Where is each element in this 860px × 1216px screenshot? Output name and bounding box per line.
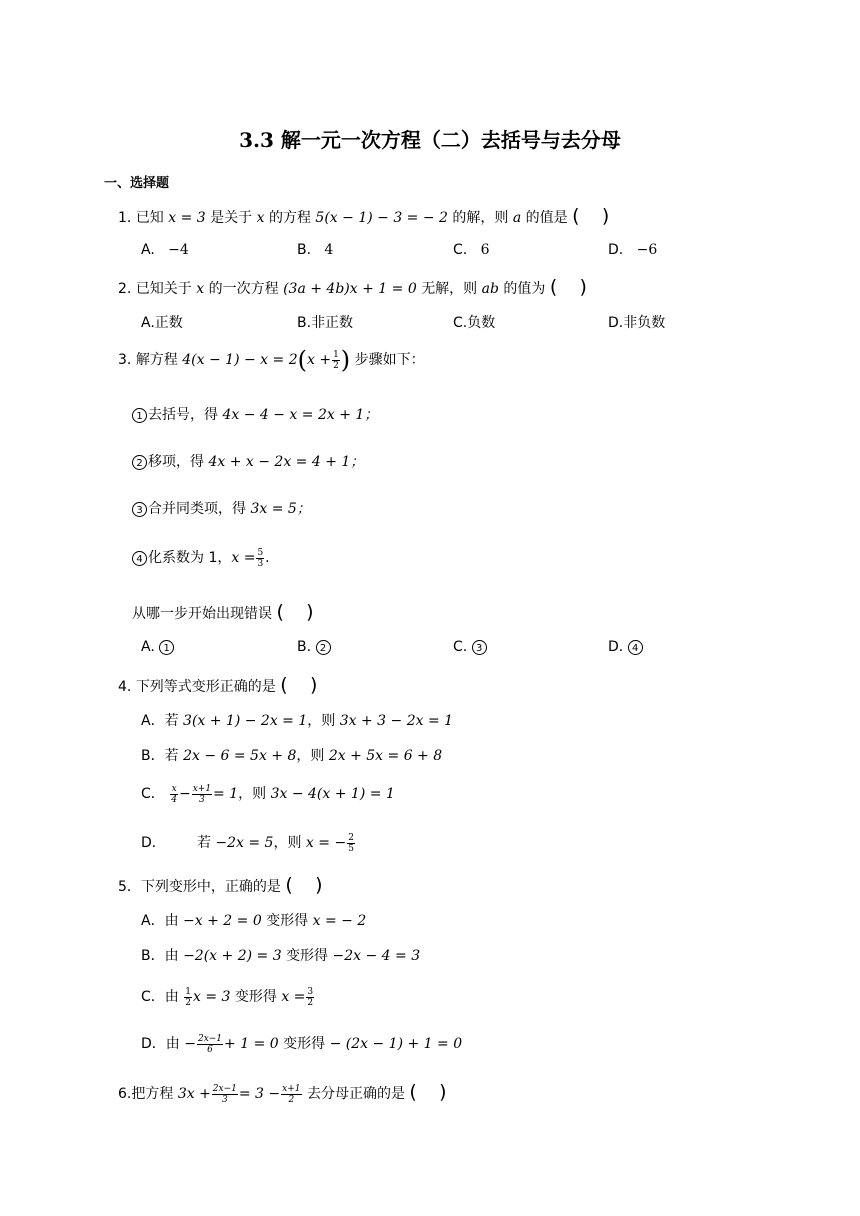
q1-text: 的解，则 — [452, 210, 509, 226]
q1-variable: x — [256, 210, 265, 226]
q4-number: 4. — [118, 679, 132, 695]
q3-number: 3. — [118, 352, 132, 368]
q3-step-1: 1 去括号，得 4x − 4 − x = 2x + 1； — [132, 404, 378, 424]
q3-text: 解方程 — [135, 352, 178, 368]
q3-question: 从哪一步开始出现错误 ( ) — [132, 601, 314, 623]
q6-text: 去分母正确的是 — [306, 1086, 405, 1102]
q2-option-d: D.非负数 — [608, 315, 666, 331]
q1-equation: x = 3 — [168, 210, 206, 226]
q3-step-3: 3 合并同类项，得 3x = 5； — [132, 498, 311, 518]
q3-paren: ) — [340, 346, 351, 374]
answer-paren-close: ) — [306, 601, 314, 623]
q1-option-d: D. −6 — [608, 242, 658, 258]
q1-number: 1. — [118, 210, 132, 226]
q2-number: 2. — [118, 281, 132, 297]
q3-fraction: $\frac{1}{2}$ — [333, 349, 339, 371]
question-4 — [118, 674, 317, 696]
question-2 — [118, 276, 587, 298]
q2-equation: (3a + 4b)x + 1 = 0 — [283, 281, 417, 297]
answer-paren-close: ) — [601, 205, 610, 227]
answer-paren-close: ) — [439, 1081, 447, 1103]
q5-option-a: A．由 −x + 2 = 0 变形得 x = − 2 — [141, 913, 367, 929]
q5-text: 下列变形中，正确的是 — [140, 879, 281, 895]
q3-paren: ( — [297, 346, 307, 374]
q3-step-4: 4 化系数为 1，x = $\frac{5}{3}$ . — [132, 547, 270, 569]
q4-option-a: A．若 3(x + 1) − 2x = 1，则 3x + 3 − 2x = 1 — [141, 713, 454, 729]
q4-option-b: B．若 2x − 6 = 5x + 8，则 2x + 5x = 6 + 8 — [141, 748, 443, 764]
q1-text: 是关于 — [210, 210, 253, 226]
q1-option-a: A. −4 — [141, 242, 189, 258]
q6-text: 把方程 — [131, 1086, 174, 1102]
q2-option-a: A.正数 — [141, 315, 183, 331]
q4-option-d: D． 若 −2x = 5，则 x = − $\frac{2}{5}$ — [141, 832, 354, 854]
q5-option-b: B．由 −2(x + 2) = 3 变形得 −2x − 4 = 3 — [141, 948, 421, 964]
answer-paren-open: ( — [276, 601, 284, 623]
answer-paren-open: ( — [409, 1081, 417, 1103]
page-title: 3.3 解一元一次方程（二）去括号与去分母 — [239, 128, 621, 152]
q5-option-c: C．由 $\frac{1}{2}$ x = 3 变形得 x = $\frac{3}{2}$ — [141, 986, 314, 1008]
question-5 — [118, 874, 322, 896]
q6-equation: = 3 − — [238, 1086, 281, 1102]
q3-equation: 4(x − 1) − x = 2 — [182, 352, 298, 368]
q2-option-b: B.非正数 — [297, 315, 354, 331]
answer-paren-open: ( — [549, 276, 558, 298]
q2-option-c: C.负数 — [453, 315, 496, 331]
q2-text: 无解，则 — [421, 281, 478, 297]
q1-text: 的方程 — [268, 210, 311, 226]
q5-number: 5． — [118, 879, 141, 895]
answer-paren-open: ( — [285, 874, 293, 896]
q4-option-c: C． $\frac{x}{4}$ − $\frac{x+1}{3}$ = 1，则 3x − 4(x + 1) = 1 — [141, 783, 395, 805]
q1-equation: 5(x − 1) − 3 = − 2 — [315, 210, 448, 226]
q3-option-b: B. 2 — [297, 639, 332, 655]
q1-text: 已知 — [135, 210, 164, 226]
question-6 — [118, 1081, 447, 1105]
answer-paren-open: ( — [280, 674, 288, 696]
q2-text: 的一次方程 — [208, 281, 279, 297]
q2-variable: ab — [481, 281, 499, 297]
answer-paren-close: ) — [315, 874, 323, 896]
q3-option-a: A. 1 — [141, 639, 175, 655]
q2-variable: x — [196, 281, 205, 297]
q6-fraction: $\frac{2x-1}{3}$ — [212, 1083, 237, 1105]
answer-paren-open: ( — [572, 205, 580, 227]
q3-text: 步骤如下： — [354, 352, 425, 368]
question-3 — [118, 346, 425, 374]
q2-text: 已知关于 — [135, 281, 192, 297]
q1-option-c: C. 6 — [453, 242, 490, 258]
q3-option-d: D. 4 — [608, 639, 644, 655]
answer-paren-close: ) — [309, 674, 318, 696]
q6-equation: 3x + — [177, 1086, 211, 1102]
q1-variable: a — [512, 210, 522, 226]
answer-paren-close: ) — [579, 276, 587, 298]
section-heading: 一、选择题 — [104, 176, 170, 191]
question-1 — [118, 205, 609, 227]
q1-text: 的值是 — [525, 210, 568, 226]
q1-option-b: B. 4 — [297, 242, 334, 258]
q2-text: 的值为 — [503, 281, 546, 297]
q3-equation: x + — [306, 352, 332, 368]
q4-text: 下列等式变形正确的是 — [135, 679, 276, 695]
q6-fraction: $\frac{x+1}{2}$ — [282, 1083, 301, 1105]
q3-step-2: 2 移项，得 4x + x − 2x = 4 + 1； — [132, 451, 364, 471]
q5-option-d: D．由 − $\frac{2x-1}{6}$ + 1 = 0 变形得 − (2x − 1) + 1 = 0 — [141, 1033, 463, 1055]
q3-option-c: C. 3 — [453, 639, 488, 655]
q6-number: 6. — [118, 1086, 132, 1102]
